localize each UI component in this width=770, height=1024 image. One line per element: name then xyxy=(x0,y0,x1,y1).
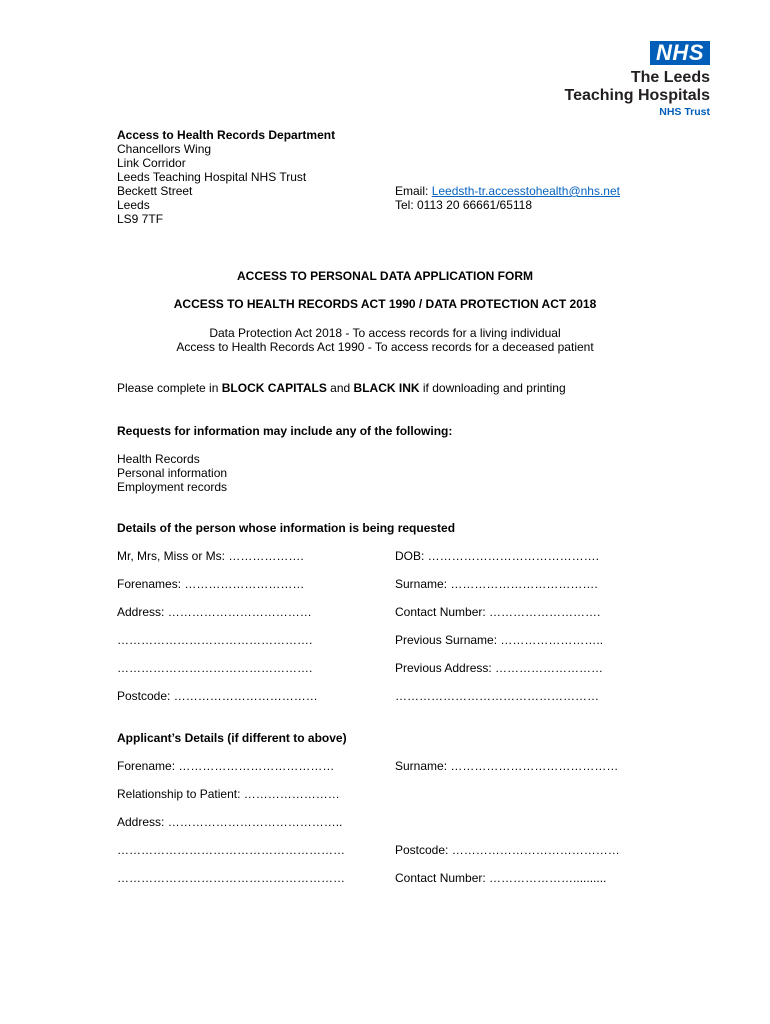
previous-surname-field[interactable]: Previous Surname: …………………….. xyxy=(395,633,604,647)
intro-line-2: Access to Health Records Act 1990 - To access records for a deceased patient xyxy=(176,340,594,354)
list-item: Personal information xyxy=(117,466,228,480)
address-line: Leeds xyxy=(117,198,150,212)
address-field[interactable]: Address: ……………………………… xyxy=(117,605,312,619)
applicant-address-field[interactable]: Address: …………………………………….. xyxy=(117,815,343,829)
postal-address xyxy=(117,128,335,226)
telephone: Tel: 0113 20 66661/65118 xyxy=(395,198,533,212)
logo-line-2: Teaching Hospitals xyxy=(564,87,710,104)
surname-field[interactable]: Surname: ………………………………. xyxy=(395,577,598,591)
address-line-2-field[interactable]: …………………………………………. xyxy=(117,633,313,647)
instruction-block-capitals: BLOCK CAPITALS xyxy=(221,381,327,395)
contact-info xyxy=(395,184,620,212)
relationship-field[interactable]: Relationship to Patient: …………………… xyxy=(117,787,340,801)
instruction-text: if downloading and printing xyxy=(419,381,566,395)
form-subtitle: ACCESS TO HEALTH RECORDS ACT 1990 / DATA PROTECTION ACT 2018 xyxy=(173,297,597,311)
address-line: Link Corridor xyxy=(117,156,186,170)
instruction xyxy=(117,381,566,395)
intro-line-1: Data Protection Act 2018 - To access records for a living individual xyxy=(209,326,561,340)
instruction-text: and xyxy=(326,381,354,395)
previous-address-field[interactable]: Previous Address: ……………………… xyxy=(395,661,604,675)
address-line: Leeds Teaching Hospital NHS Trust xyxy=(117,170,307,184)
contact-number-field[interactable]: Contact Number: ………………………. xyxy=(395,605,601,619)
department-name: Access to Health Records Department xyxy=(117,128,336,142)
forenames-field[interactable]: Forenames: ………………………… xyxy=(117,577,305,591)
list-item: Health Records xyxy=(117,452,200,466)
previous-address-line-2-field[interactable]: …………………………………………… xyxy=(395,689,599,703)
applicant-details-heading: Applicant’s Details (if different to above) xyxy=(117,731,347,745)
applicant-contact-number-field[interactable]: Contact Number: ………………….......... xyxy=(395,871,607,885)
applicant-postcode-field[interactable]: Postcode: …………………………………… xyxy=(395,843,620,857)
list-item: Employment records xyxy=(117,480,228,494)
nhs-logo-box: NHS xyxy=(650,41,710,65)
applicant-surname-field[interactable]: Surname: …………………………………… xyxy=(395,759,619,773)
instruction-black-ink: BLACK INK xyxy=(353,381,420,395)
title-field[interactable]: Mr, Mrs, Miss or Ms: ………………. xyxy=(117,549,304,563)
applicant-forename-field[interactable]: Forename: ………………………………… xyxy=(117,759,335,773)
address-line: Beckett Street xyxy=(117,184,193,198)
logo-line-1: The Leeds xyxy=(630,69,710,86)
address-line: Chancellors Wing xyxy=(117,142,212,156)
applicant-address-line-2-field[interactable]: ………………………………………………… xyxy=(117,843,345,857)
requests-heading: Requests for information may include any of the following: xyxy=(117,424,453,438)
email-label: Email: xyxy=(395,184,432,198)
address-line-3-field[interactable]: …………………………………………. xyxy=(117,661,313,675)
postcode-field[interactable]: Postcode: ……………………………… xyxy=(117,689,318,703)
form-title: ACCESS TO PERSONAL DATA APPLICATION FORM xyxy=(236,269,533,283)
person-details-heading: Details of the person whose information is being requested xyxy=(117,521,456,535)
logo-trust: NHS Trust xyxy=(659,106,710,118)
address-line: LS9 7TF xyxy=(117,212,164,226)
applicant-address-line-3-field[interactable]: ………………………………………………… xyxy=(117,871,345,885)
instruction-text: Please complete in xyxy=(117,381,222,395)
requests-list xyxy=(117,452,227,494)
email-link[interactable]: Leedsth-tr.accesstohealth@nhs.net xyxy=(431,184,620,198)
dob-field[interactable]: DOB: ……………………………………. xyxy=(395,549,600,563)
nhs-logo xyxy=(550,41,710,119)
